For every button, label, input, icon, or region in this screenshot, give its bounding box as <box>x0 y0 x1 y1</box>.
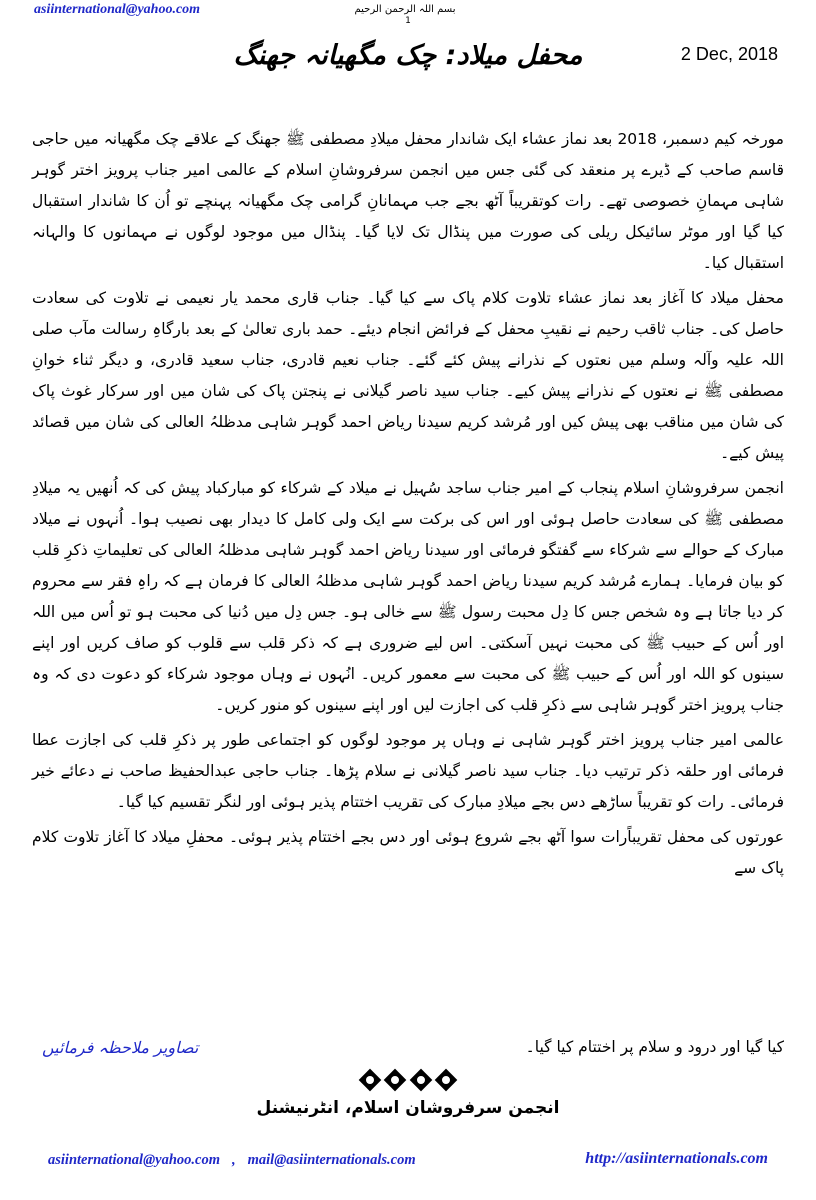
footer-email-link[interactable]: asiinternational@yahoo.com <box>48 1152 220 1168</box>
ornament-icon <box>384 1069 407 1092</box>
page-number: 1 <box>405 16 411 26</box>
paragraph: انجمن سرفروشانِ اسلام پنجاب کے امیر جناب ساجد سُہیل نے میلاد کے شرکاء کو مبارکباد پیش کی کہ اُنھیں یہ میلادِ مصطفی ﷺ کی سعادت حاصل ہوئی اور اس کی برکت سے ایک ولی کامل کا دیدار بھی نصیب ہوا۔ اُنہوں نے میلاد مبارک کے حوالے سے شرکاء سے گفتگو فرمائی اور سیدنا ریاض احمد گوہر شاہی مدظلہُ العالی کی تعلیماتِ ذکرِ قلب کو بیان فرمایا۔ ہمارے مُرشد کریم سیدنا ریاض احمد گوہر شاہی مدظلہُ العالی کا فرمان ہے کہ راہِ فقر سے محروم کر دیا جاتا ہے وہ شخص جس کا دِل محبت رسول ﷺ سے خالی ہو۔ جس دِل میں دُنیا کی محبت ہو تو اُس میں اللہ اور اُس کے حبیب ﷺ کی محبت نہیں آسکتی۔ اس لیے ضروری ہے کہ ذکر قلب سے قلوب کو صاف کریں اور اپنے سینوں کو اللہ اور اُس کے حبیب ﷺ کی محبت سے معمور کریں۔ انُہوں نے وہاں موجود شرکاء کو دعوت دی کہ وہ جناب پرویز اختر گوہر شاہی سے ذکرِ قلب کی اجازت لیں اور اپنے سینوں کو منور کریں۔ <box>32 479 784 714</box>
ornament-divider <box>0 1072 816 1092</box>
paragraph: مورخہ کیم دسمبر، 2018 بعد نماز عشاء ایک شاندار محفل میلادِ مصطفی ﷺ جھنگ کے علاقے چک مگھیانہ میں حاجی قاسم صاحب کے ڈیرے پر منعقد کی گئی جس میں انجمن سرفروشانِ اسلام کے عالمی امیر جناب پرویز اختر گوہر شاہی مہمانِ خصوصی تھے۔ رات کوتقریباً آٹھ بجے جب مہمانانِ گرامی چک مگھیانہ پہنچے تو اُن کا شاندار استقبال کیا گیا اور موٹر سائیکل ریلی کی صورت میں پنڈال تک لایا گیا۔ پنڈال میں موجود لوگوں نے مہمانوں کا والہانہ استقبال کیا۔ <box>32 130 784 272</box>
footer-website-link[interactable]: http://asiinternationals.com <box>585 1150 768 1167</box>
paragraph: عورتوں کی محفل تقریباًرات سوا آٹھ بجے شروع ہوئی اور دس بجے اختتام پذیر ہوئی۔ محفلِ میلاد کا آغاز تلاوت کلام پاک سے <box>32 828 784 877</box>
article-body <box>32 124 784 888</box>
bismillah-heading: بسم اللہ الرحمن الرحیم <box>354 4 456 15</box>
article-date: 2 Dec, 2018 <box>680 44 778 64</box>
photo-gallery-link[interactable]: تصاویر ملاحظہ فرمائیں <box>42 1038 199 1057</box>
footer-email-link-2[interactable]: mail@asiinternationals.com <box>247 1152 416 1168</box>
closing-line: کیا گیا اور درود و سلام پر اختتام کیا گیا۔ <box>525 1038 784 1056</box>
paragraph: محفل میلاد کا آغاز بعد نماز عشاء تلاوت کلام پاک سے کیا گیا۔ جناب قاری محمد یار نعیمی نے تلاوت کی سعادت حاصل کی۔ جناب ثاقب رحیم نے نقیبِ محفل کے فرائض انجام دیئے۔ حمد باری تعالیٰ کے بعد بارگاہِ رسالت مآب صلی اللہ علیہ وآلہ وسلم میں نعتوں کے نذرانے پیش کئے گئے۔ جناب نعیم قادری، جناب سعید قادری، و دیگر ثناء خوانِ مصطفی ﷺ نے نعتوں کے نذرانے پیش کیے۔ جناب سید ناصر گیلانی نے پنجتن پاک کی شان میں اور سرکار غوث پاک کی شان میں مناقب بھی پیش کیں اور مُرشد کریم سیدنا ریاض احمد گوہر شاہی مدظلہُ العالی کی شان میں قصائد پیش کیے۔ <box>32 289 784 462</box>
footer-separator: , <box>232 1152 236 1168</box>
ornament-icon <box>434 1069 457 1092</box>
page-title: محفل میلاد: چک مگھیانہ جھنگ <box>233 40 583 71</box>
header-email-link[interactable]: asiinternational@yahoo.com <box>34 2 201 17</box>
ornament-icon <box>359 1069 382 1092</box>
footer-contacts <box>48 1152 416 1169</box>
paragraph: عالمی امیر جناب پرویز اختر گوہر شاہی نے وہاں پر موجود لوگوں کو اجتماعی طور پر ذکرِ قلب کی اجازت عطا فرمائی اور حلقہ ذکر ترتیب دیا۔ جناب سید ناصر گیلانی نے سلام پڑھا۔ جناب حاجی عبدالحفیظ صاحب نے دعائے خیر فرمائی۔ رات کو تقریباً ساڑھے دس بجے میلادِ مبارک کی تقریب اختتام پذیر ہوئی اور لنگر تقسیم کیا گیا۔ <box>32 731 784 811</box>
organization-name: انجمن سرفروشان اسلام، انٹرنیشنل <box>256 1098 560 1118</box>
ornament-icon <box>409 1069 432 1092</box>
